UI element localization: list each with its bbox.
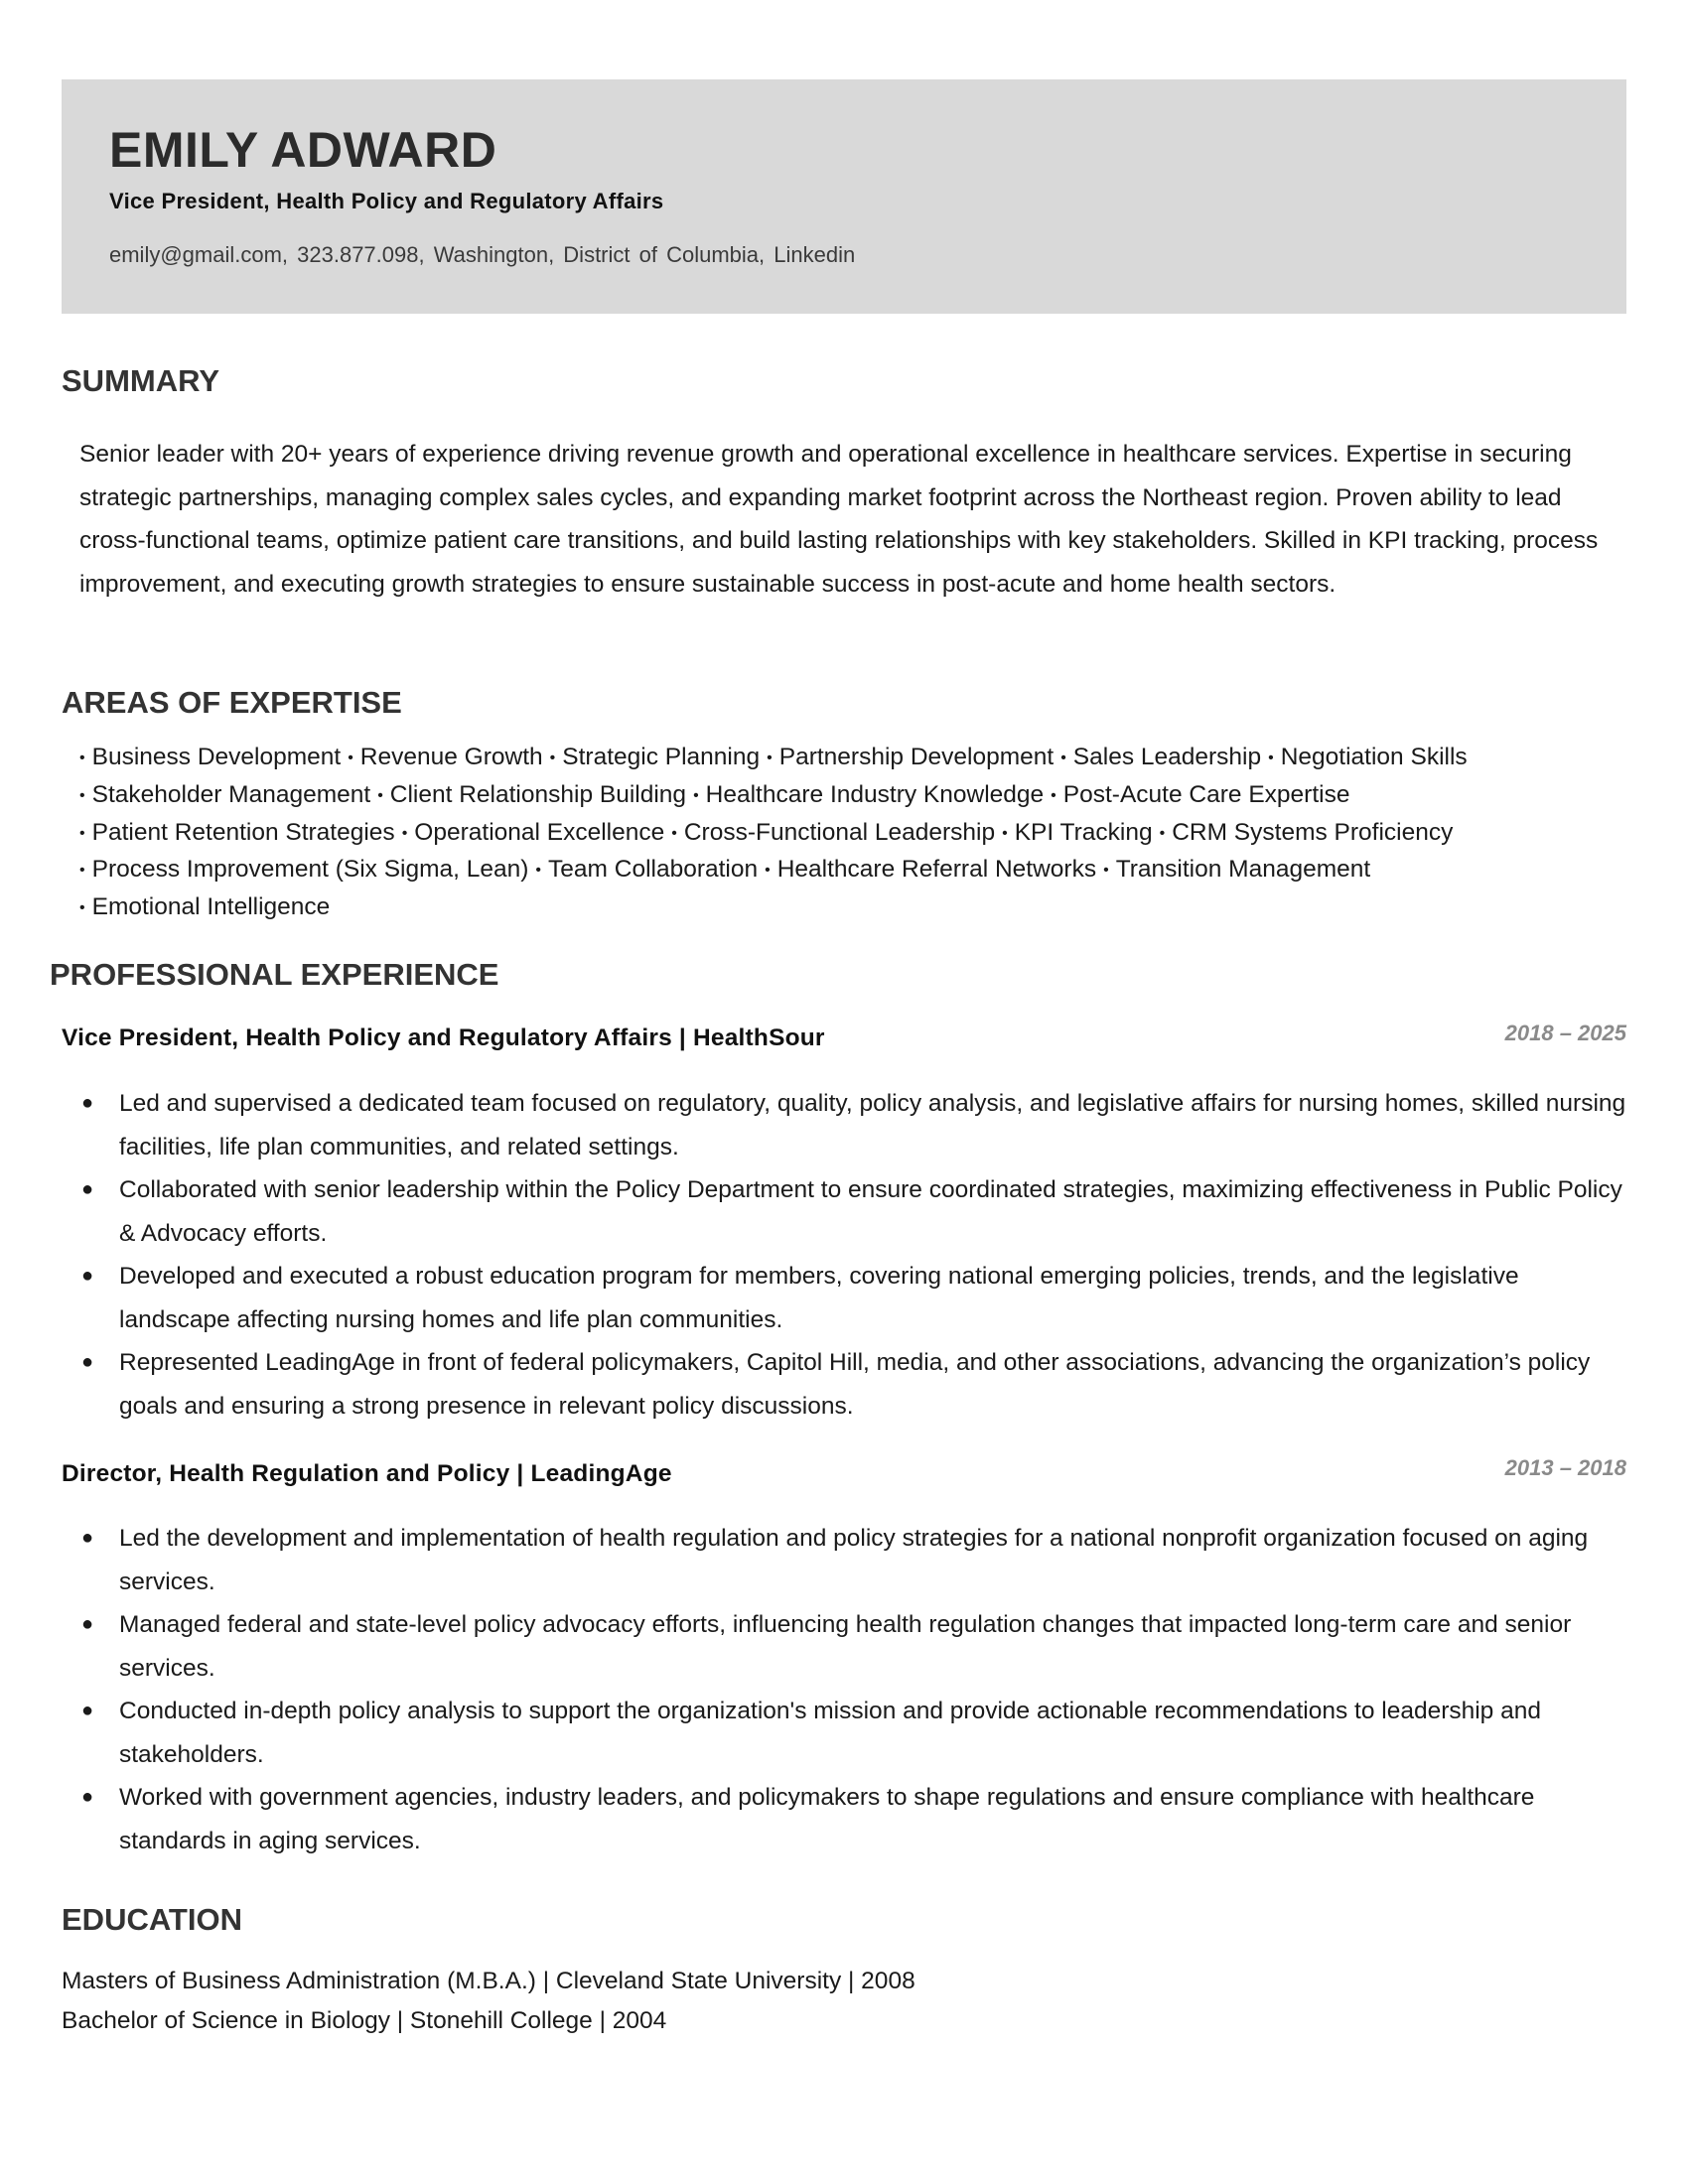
bullet-separator-icon: • [693,786,699,804]
job-bullets [79,1517,1628,1862]
expertise-item: Revenue Growth [359,744,543,770]
expertise-item: Sales Leadership [1072,744,1262,770]
bullet-dot-icon: ● [81,1613,94,1635]
education-entry: Bachelor of Science in Biology | Stonehill College | 2004 [62,2007,667,2034]
bullet-dot-icon: ● [81,1351,94,1373]
bullet-separator-icon: • [79,824,85,842]
bullet-separator-icon: • [377,786,383,804]
expertise-line [79,856,1370,884]
job-bullet: ● Worked with government agencies, industry leaders, and policymakers to shape regulations and ensure compliance with healthcare standards in aging services. [79,1776,1628,1862]
expertise-item: Transition Management [1115,856,1371,883]
expertise-item: Cross-Functional Leadership [683,819,996,846]
expertise-heading: AREAS OF EXPERTISE [62,685,402,720]
job-bullets [79,1082,1628,1428]
bullet-separator-icon: • [1051,786,1056,804]
summary-heading: SUMMARY [62,363,220,398]
job-bullet: ● Managed federal and state-level policy advocacy efforts, influencing health regulation changes that impacted long-term care and senior services. [79,1603,1628,1690]
expertise-item: Stakeholder Management [91,781,371,808]
bullet-separator-icon: • [1268,749,1274,766]
bullet-separator-icon: • [1060,749,1066,766]
expertise-item: Patient Retention Strategies [91,819,395,846]
bullet-separator-icon: • [765,861,771,879]
candidate-name: EMILY ADWARD [109,122,497,178]
expertise-item: Healthcare Industry Knowledge [705,781,1045,808]
bullet-separator-icon: • [1159,824,1166,842]
bullet-separator-icon: • [767,749,773,766]
expertise-item: Client Relationship Building [389,781,687,808]
bullet-separator-icon: • [348,749,353,766]
expertise-line [79,893,330,921]
expertise-item: Business Development [91,744,342,770]
expertise-item: Team Collaboration [548,856,759,883]
job-bullet: ● Developed and executed a robust education program for members, covering national emerging policies, trends, and the legislative landscape affecting nursing homes and life plan communities. [79,1255,1628,1341]
expertise-item: Operational Excellence [414,819,665,846]
bullet-separator-icon: • [79,898,85,916]
expertise-item: Emotional Intelligence [91,893,331,920]
expertise-item: Negotiation Skills [1280,744,1468,770]
expertise-line [79,744,1468,771]
job-bullet: ● Led and supervised a dedicated team focused on regulatory, quality, policy analysis, and legislative affairs for nursing homes, skilled nursing facilities, life plan communities, and related settings. [79,1082,1628,1168]
bullet-separator-icon: • [671,824,677,842]
expertise-item: KPI Tracking [1014,819,1153,846]
expertise-item: Strategic Planning [562,744,761,770]
bullet-dot-icon: ● [81,1092,94,1114]
education-entry: Masters of Business Administration (M.B.A.) | Cleveland State University | 2008 [62,1968,915,1994]
candidate-title: Vice President, Health Policy and Regulatory Affairs [109,189,664,213]
bullet-dot-icon: ● [81,1265,94,1287]
bullet-separator-icon: • [1103,861,1109,879]
summary-text: Senior leader with 20+ years of experience driving revenue growth and operational excellence in healthcare services. Expertise in securing strategic partnerships, managing complex sales cycles, and expanding market footprint across the Northeast region. Proven ability to lead cross-functional teams, optimize patient care transitions, and build lasting relationships with key stakeholders. Skilled in KPI tracking, process improvement, and executing growth strategies to ensure sustainable success in post-acute and home health sectors. [79,441,1599,598]
expertise-item: Process Improvement (Six Sigma, Lean) [91,856,529,883]
contact-info: emily@gmail.com, 323.877.098, Washington, District of Columbia, Linkedin [109,242,856,267]
job-bullet: ● Led the development and implementation of health regulation and policy strategies for a national nonprofit organization focused on aging services. [79,1517,1628,1603]
bullet-separator-icon: • [79,786,85,804]
education-heading: EDUCATION [62,1902,242,1937]
bullet-separator-icon: • [1002,824,1008,842]
bullet-separator-icon: • [549,749,556,766]
expertise-item: Healthcare Referral Networks [776,856,1097,883]
expertise-item: CRM Systems Proficiency [1172,819,1454,846]
expertise-item: Post-Acute Care Expertise [1062,781,1350,808]
job-bullet: ● Represented LeadingAge in front of federal policymakers, Capitol Hill, media, and other associations, advancing the organization’s policy goals and ensuring a strong presence in relevant policy discussions. [79,1341,1628,1428]
bullet-dot-icon: ● [81,1527,94,1549]
job-dates: 2018 – 2025 [1504,1021,1626,1045]
job-title: Vice President, Health Policy and Regulatory Affairs | HealthSour [62,1024,825,1051]
bullet-dot-icon: ● [81,1178,94,1200]
expertise-line [79,781,1349,809]
experience-heading: PROFESSIONAL EXPERIENCE [50,957,499,992]
bullet-dot-icon: ● [81,1786,94,1808]
bullet-separator-icon: • [401,824,408,842]
expertise-line [79,819,1453,847]
bullet-dot-icon: ● [81,1700,94,1721]
job-bullet: ● Conducted in-depth policy analysis to support the organization's mission and provide actionable recommendations to leadership and stakeholders. [79,1690,1628,1776]
expertise-item: Partnership Development [778,744,1055,770]
job-title: Director, Health Regulation and Policy | LeadingAge [62,1460,672,1487]
bullet-separator-icon: • [79,749,85,766]
bullet-separator-icon: • [535,861,542,879]
job-dates: 2013 – 2018 [1504,1455,1626,1480]
bullet-separator-icon: • [79,861,85,879]
job-bullet: ● Collaborated with senior leadership within the Policy Department to ensure coordinated strategies, maximizing effectiveness in Public Policy & Advocacy efforts. [79,1168,1628,1255]
